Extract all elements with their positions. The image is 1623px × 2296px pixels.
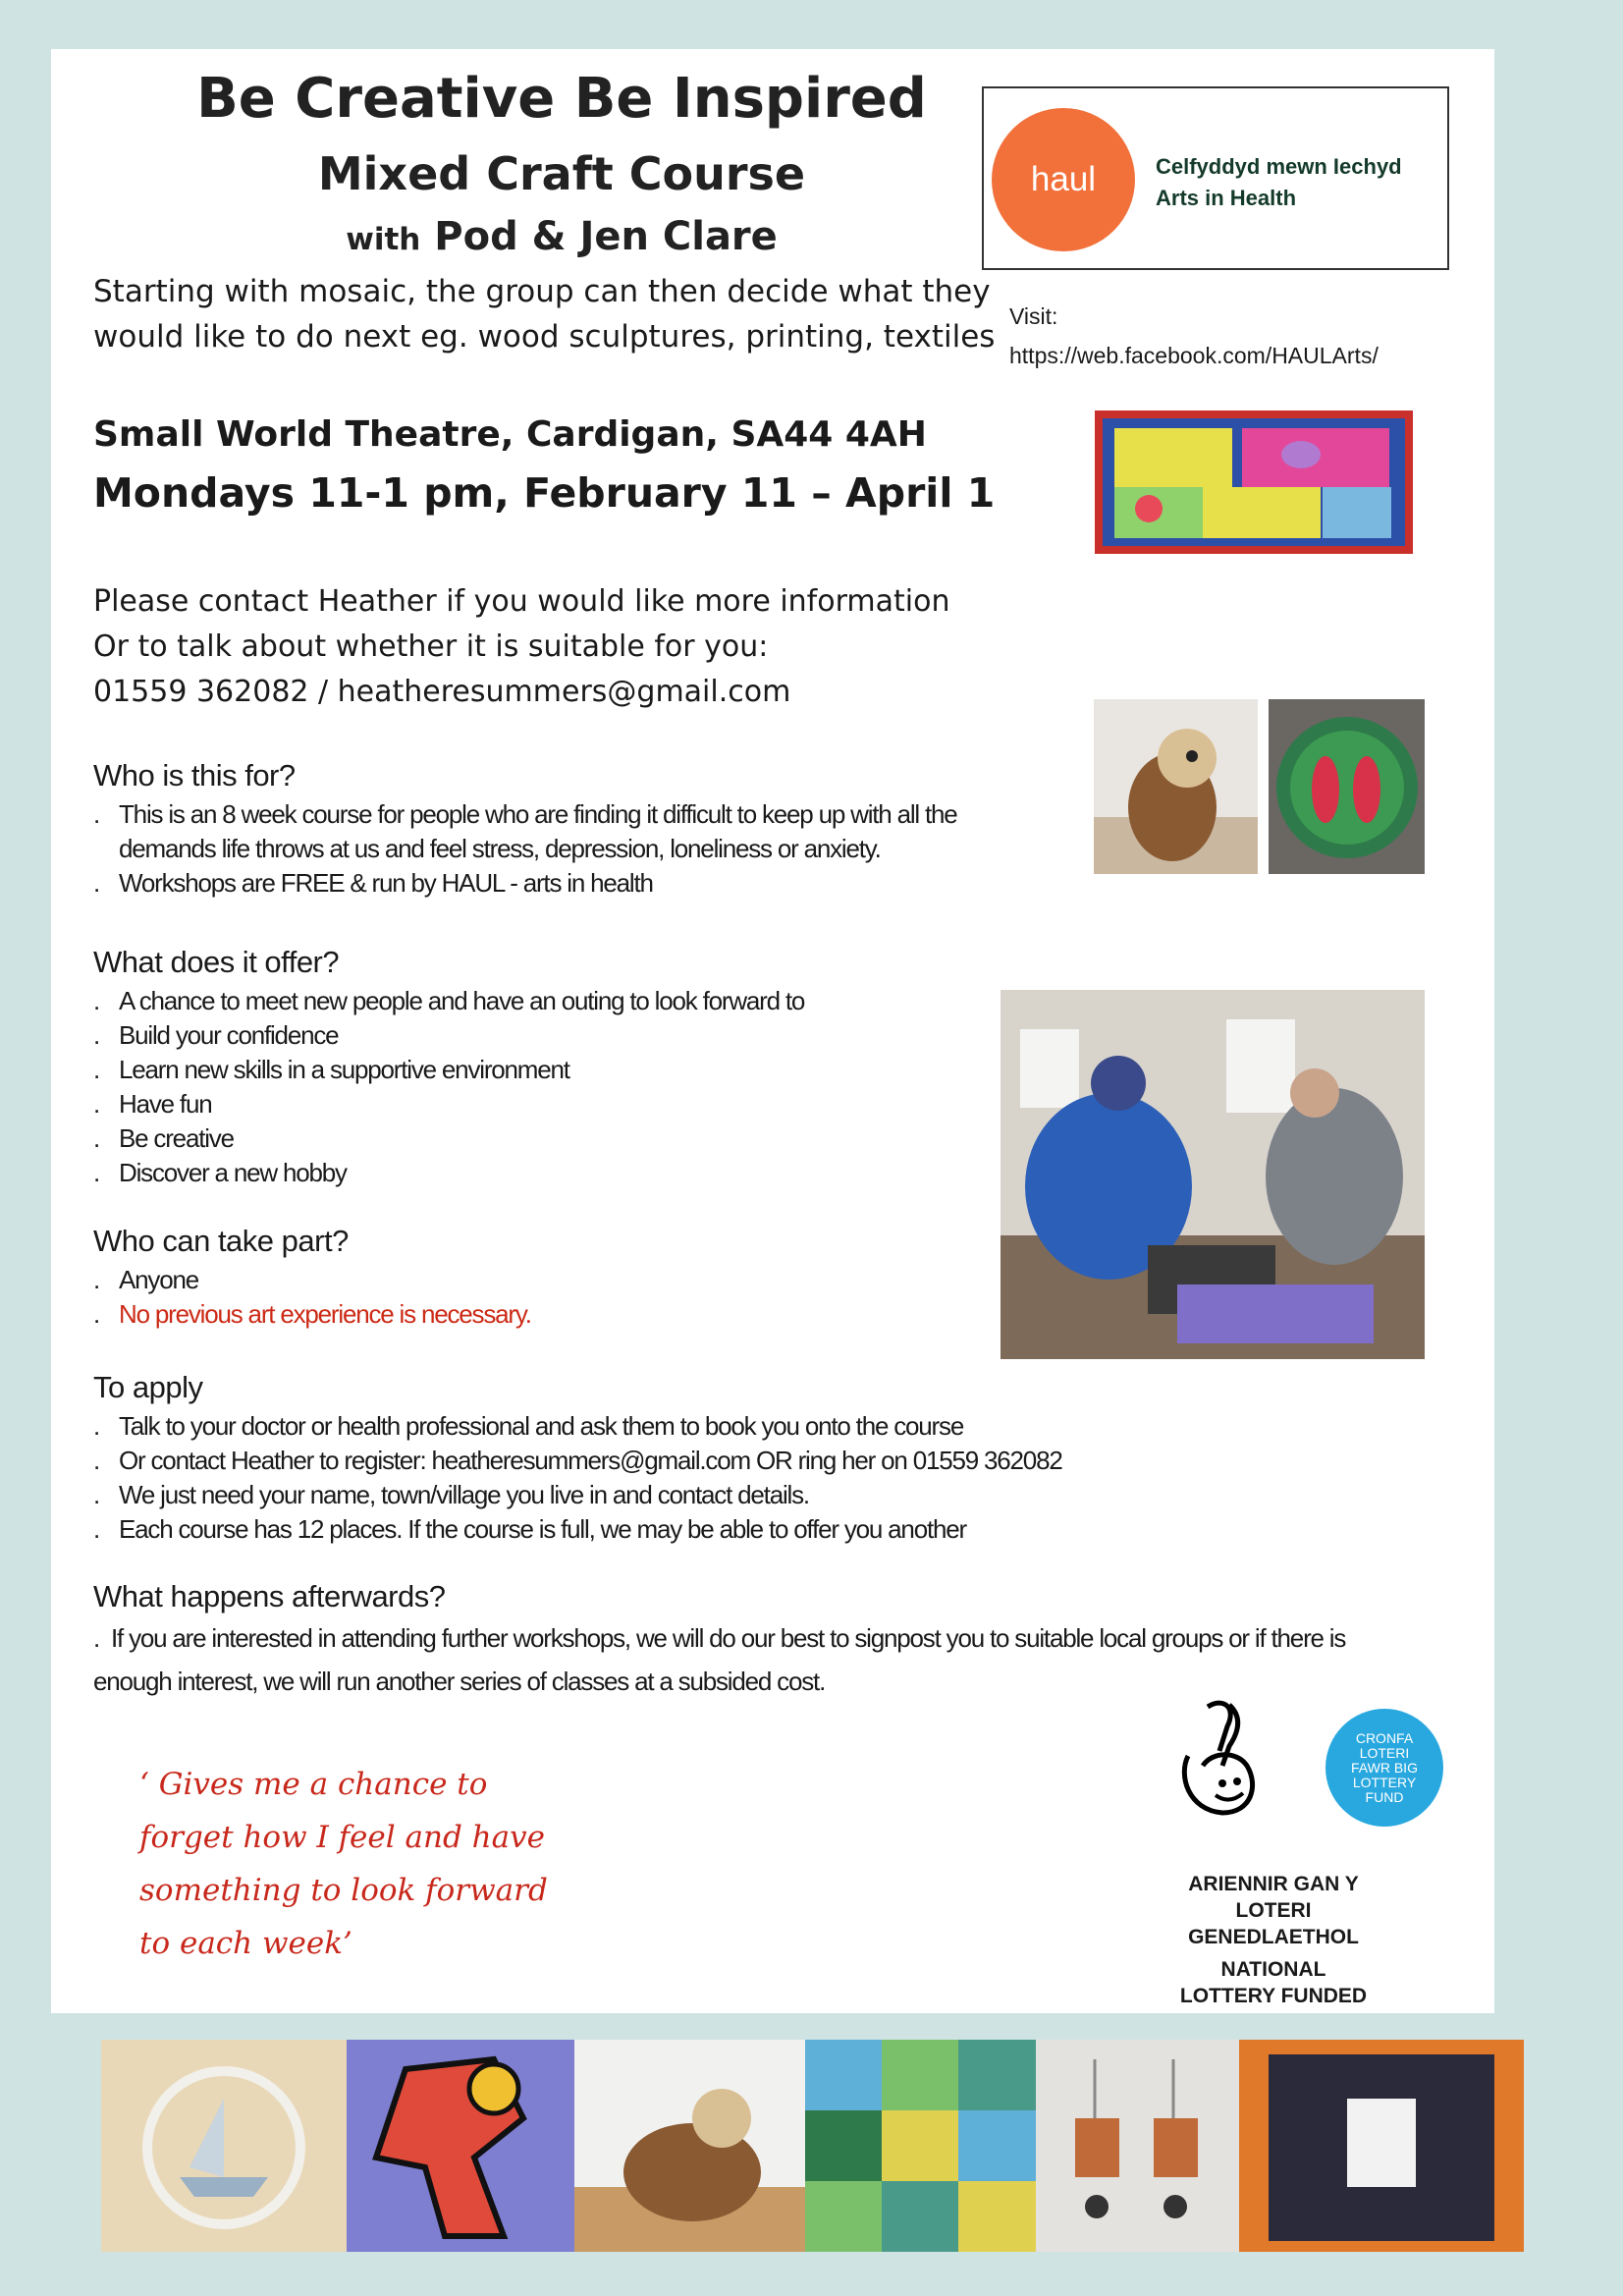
screen-printing-workshop-photo bbox=[1001, 990, 1425, 1359]
wooden-bird-strip-photo bbox=[574, 2040, 805, 2252]
lottery-funded-text bbox=[1151, 1871, 1396, 2009]
course-subtitle: Mixed Craft Course bbox=[317, 147, 806, 200]
textile-collage-photo bbox=[1095, 410, 1413, 554]
list-item-text: We just need your name, town/village you live in and contact details. bbox=[119, 1480, 809, 1509]
haul-sun-logo bbox=[992, 108, 1135, 251]
afterwards-line: If you are interested in attending further workshops, we will do our best to signpost you to suitable local groups or if there is bbox=[111, 1623, 1346, 1653]
list-item-text: Build your confidence bbox=[119, 1020, 339, 1050]
list-item: . Anyone bbox=[93, 1265, 198, 1294]
afterwards-line: enough interest, we will run another series of classes at a subsided cost. bbox=[93, 1667, 826, 1696]
list-item: . A chance to meet new people and have an outing to look forward to bbox=[93, 986, 805, 1015]
list-item-text: This is an 8 week course for people who are finding it difficult to keep up with all the demands life throws at us and feel stress, depression, loneliness or anxiety. bbox=[119, 799, 957, 863]
list-item-text: Each course has 12 places. If the course is full, we may be able to offer you another bbox=[119, 1514, 966, 1544]
list-item-text: Anyone bbox=[119, 1265, 198, 1294]
venue: Small World Theatre, Cardigan, SA44 4AH bbox=[93, 414, 927, 455]
who-is-this-for-section bbox=[93, 758, 977, 901]
quote-line: forget how I feel and have bbox=[139, 1820, 545, 1855]
highlight-text: No previous art experience is necessary. bbox=[119, 1299, 531, 1329]
afterwards-section bbox=[93, 1579, 1478, 1703]
list-item-text: Workshops are FREE & run by HAUL - arts in health bbox=[119, 868, 653, 898]
list-item: . We just need your name, town/village you live in and contact details. bbox=[93, 1480, 809, 1509]
list-item: . Be creative bbox=[93, 1123, 234, 1153]
contact-line: Or to talk about whether it is suitable for you: bbox=[93, 629, 769, 664]
mosaic-mirror-photo bbox=[1239, 2040, 1524, 2252]
list-item-text: Learn new skills in a supportive environment bbox=[119, 1055, 569, 1084]
list-item: . Each course has 12 places. If the course is full, we may be able to offer you another bbox=[93, 1514, 966, 1544]
list-item: . Have fun bbox=[93, 1089, 212, 1119]
list-item-text: Be creative bbox=[119, 1123, 234, 1153]
tutor-names: Pod & Jen Clare bbox=[434, 214, 778, 259]
what-does-it-offer-section bbox=[93, 945, 977, 1190]
list-item: . Talk to your doctor or health professional and ask them to book you onto the course bbox=[93, 1411, 964, 1441]
lottery-line: ARIENNIR GAN Y bbox=[1188, 1873, 1359, 1895]
wooden-bird-photo bbox=[1094, 699, 1258, 874]
section-heading: What happens afterwards? bbox=[93, 1579, 446, 1613]
mosaic-figure-photo bbox=[347, 2040, 574, 2252]
logo-name: haul bbox=[1030, 160, 1097, 198]
section-heading: Who can take part? bbox=[93, 1224, 349, 1258]
lottery-line: NATIONAL bbox=[1220, 1958, 1326, 1981]
handprints-photo bbox=[805, 2040, 1036, 2252]
who-can-take-part-section bbox=[93, 1224, 977, 1332]
with-label: with bbox=[346, 222, 421, 257]
contact-line: Please contact Heather if you would like more information bbox=[93, 584, 950, 619]
facebook-link[interactable]: https://web.facebook.com/HAULArts/ bbox=[1009, 343, 1379, 368]
list-item: . No previous art experience is necessary. bbox=[93, 1299, 531, 1329]
section-heading: To apply bbox=[93, 1370, 203, 1404]
list-item-text: Talk to your doctor or health professional and ask them to book you onto the course bbox=[119, 1411, 964, 1441]
list-item: . Workshops are FREE & run by HAUL - arts in health bbox=[93, 868, 653, 898]
list-item-text: Discover a new hobby bbox=[119, 1158, 347, 1187]
tutors-line bbox=[51, 214, 1072, 259]
afterwards-text: . If you are interested in attending further workshops, we will do our best to signpost you to suitable local groups or if there is enough interest, we will run another series of classes at a subsided cost. bbox=[93, 1616, 1478, 1703]
flyer-page bbox=[51, 49, 1494, 2013]
intro-line: Starting with mosaic, the group can then decide what they bbox=[93, 274, 991, 309]
lottery-line: LOTERI GENEDLAETHOL bbox=[1188, 1899, 1359, 1948]
contact-details: 01559 362082 / heatheresummers@gmail.com bbox=[93, 675, 791, 709]
logo-tagline bbox=[1156, 151, 1402, 214]
quote-line: ‘ Gives me a chance to bbox=[139, 1767, 488, 1802]
lottery-crossed-fingers-icon bbox=[1168, 1697, 1267, 1825]
to-apply-section bbox=[93, 1370, 1370, 1547]
quote-line: to each week’ bbox=[139, 1926, 352, 1961]
page-title: Be Creative Be Inspired bbox=[196, 67, 927, 131]
list-item: . This is an 8 week course for people who are finding it difficult to keep up with all the demands life throws at us and feel stress, depression, loneliness or anxiety. bbox=[93, 799, 957, 863]
sailboat-craft-photo bbox=[101, 2040, 347, 2252]
big-lottery-fund-badge: CRONFA LOTERI FAWR BIG LOTTERY FUND bbox=[1325, 1709, 1443, 1827]
list-item-text: Or contact Heather to register: heatheresummers@gmail.com OR ring her on 01559 362082 bbox=[119, 1446, 1062, 1475]
lottery-line: LOTTERY FUNDED bbox=[1179, 1985, 1368, 2007]
logo-welsh: Celfyddyd mewn Iechyd bbox=[1156, 154, 1402, 179]
visit-label: Visit: bbox=[1009, 303, 1058, 329]
testimonial-quote bbox=[139, 1758, 581, 1970]
earrings-photo bbox=[1036, 2040, 1239, 2252]
list-item: . Learn new skills in a supportive environment bbox=[93, 1055, 569, 1084]
dates: Mondays 11-1 pm, February 11 – April 1 bbox=[93, 469, 996, 517]
list-item: . Or contact Heather to register: heatheresummers@gmail.com OR ring her on 01559 362082 bbox=[93, 1446, 1062, 1475]
quote-line: something to look forward bbox=[139, 1873, 548, 1908]
section-heading: Who is this for? bbox=[93, 758, 296, 793]
visit-block bbox=[1009, 297, 1379, 375]
contact-info bbox=[93, 579, 949, 715]
list-item: . Build your confidence bbox=[93, 1020, 339, 1050]
intro-text bbox=[93, 269, 1016, 359]
list-item: . Discover a new hobby bbox=[93, 1158, 347, 1187]
list-item-text: A chance to meet new people and have an outing to look forward to bbox=[119, 986, 805, 1015]
intro-line: would like to do next eg. wood sculptures, printing, textiles bbox=[93, 319, 996, 355]
footprint-mosaic-photo bbox=[1269, 699, 1425, 874]
logo-english: Arts in Health bbox=[1156, 186, 1297, 210]
section-heading: What does it offer? bbox=[93, 945, 340, 979]
list-item-text: Have fun bbox=[119, 1089, 212, 1119]
